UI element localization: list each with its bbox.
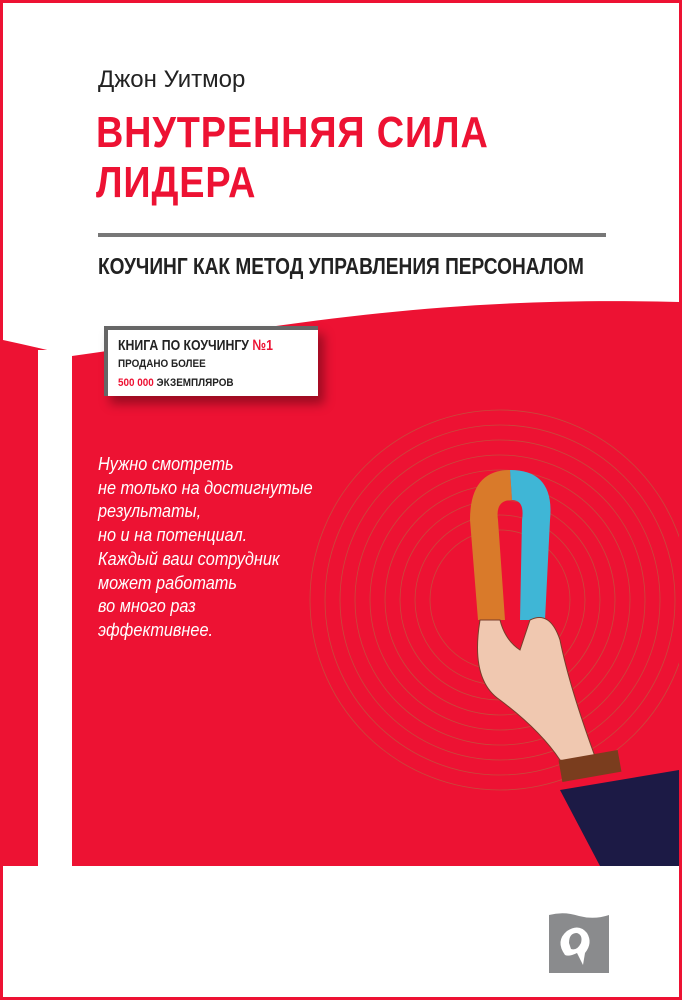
bestseller-badge — [104, 326, 318, 396]
badge-line3: ЭКЗЕМПЛЯРОВ — [156, 377, 234, 389]
book-subtitle: КОУЧИНГ КАК МЕТОД УПРАВЛЕНИЯ ПЕРСОНАЛОМ — [98, 253, 584, 279]
quote-line: эффективнее. — [98, 618, 214, 640]
badge-line1: КНИГА ПО КОУЧИНГУ — [118, 337, 249, 354]
quote-line: результаты, — [98, 500, 202, 522]
quote-line: Каждый ваш сотрудник — [98, 547, 280, 569]
badge-number: №1 — [252, 337, 273, 354]
badge-count: 500 000 — [118, 377, 154, 389]
quote-line: не только на достигнутые — [98, 476, 313, 498]
quote-line: Нужно смотреть — [98, 453, 234, 474]
cover-quote — [98, 452, 313, 642]
quote-line: во много раз — [98, 595, 196, 617]
quote-line: но и на потенциал. — [98, 524, 248, 546]
author-name: Джон Уитмор — [98, 66, 246, 93]
book-title — [96, 108, 489, 208]
publisher-logo-icon — [549, 913, 611, 973]
quote-line: может работать — [98, 571, 237, 593]
title-line: ВНУТРЕННЯЯ СИЛА — [96, 108, 489, 157]
divider — [98, 233, 606, 237]
white-strip — [38, 350, 72, 866]
badge-line2: ПРОДАНО БОЛЕЕ — [118, 358, 206, 370]
title-line: ЛИДЕРА — [96, 158, 257, 207]
